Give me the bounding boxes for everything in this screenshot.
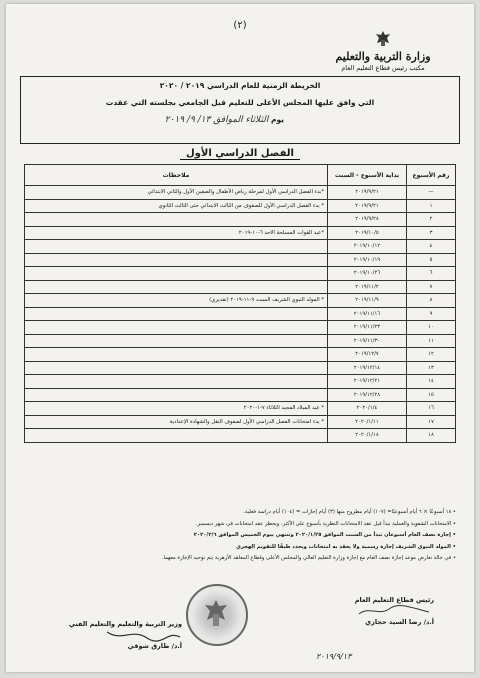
week-start-cell: ٢٠١٩/١٠/١٩ <box>328 253 407 267</box>
week-number-cell: ٢ <box>407 213 456 227</box>
note-cell: *عيد القوات المسلحة الاحد ٦-١٠-٢٠١٩ <box>25 226 328 240</box>
note-cell <box>25 348 328 362</box>
week-start-cell: ٢٠١٩/٩/٢١ <box>328 199 407 213</box>
schedule-table <box>24 164 456 443</box>
note-cell <box>25 307 328 321</box>
table-row <box>25 402 456 416</box>
week-start-cell: ٢٠٢٠/١/١٨ <box>328 429 407 443</box>
week-number-cell: ١٢ <box>407 348 456 362</box>
week-number-cell: ١٠ <box>407 321 456 335</box>
title-line-3 <box>21 115 459 125</box>
note-cell <box>25 375 328 389</box>
week-start-cell: ٢٠١٩/١١/٩ <box>328 294 407 308</box>
week-start-cell: ٢٠١٩/١١/٣٠ <box>328 334 407 348</box>
note-item: • إجازة نصف العام أسبوعان تبدأ من السبت الموافق ٢٠٢٠/١/٢٥ وتنتهي بيوم الخميس الموافق ٢٠٢٠/٢/٦ <box>193 532 456 538</box>
week-start-cell: ٢٠١٩/١٠/٢٦ <box>328 267 407 281</box>
week-number-cell: ١٧ <box>407 415 456 429</box>
minister-name: أ.د/ طارق شوقي <box>127 642 182 650</box>
title-box <box>20 76 460 144</box>
week-number-cell: ١٤ <box>407 375 456 389</box>
note-cell: * بدء امتحانات الفصل الدراسي الأول لصفوف النقل والشهادة الإعدادية <box>25 415 328 429</box>
sector-head-name: أ.د/ رضا السيد حجازي <box>365 618 434 626</box>
note-item: • ١٨ أسبوعًا × ٦ أيام أسبوعيًا= (١٠٧) أيام مطروح منها (٣) أيام إجازات = (١٠٤) أيام دراسة فعلية. <box>243 509 456 515</box>
week-number-cell: — <box>407 186 456 200</box>
header-week-number: رقم الأسبوع <box>407 165 456 186</box>
week-start-cell: ٢٠١٩/١٢/١٤ <box>328 361 407 375</box>
week-start-cell: ٢٠١٩/١٠/٥ <box>328 226 407 240</box>
week-number-cell: ١٦ <box>407 402 456 416</box>
week-number-cell: ١٨ <box>407 429 456 443</box>
table-row <box>25 429 456 443</box>
seal-eagle-icon <box>202 598 230 630</box>
note-cell: * عيد الميلاد المجيد الثلاثاء ٧-١-٢٠٢٠ <box>25 402 328 416</box>
note-cell <box>25 280 328 294</box>
week-start-cell: ٢٠١٩/١٢/٧ <box>328 348 407 362</box>
week-number-cell: ٤ <box>407 240 456 254</box>
week-number-cell: ٦ <box>407 267 456 281</box>
week-number-cell: ١٣ <box>407 361 456 375</box>
office-name: مكتب رئيس قطاع التعليم العام <box>341 64 425 72</box>
week-start-cell: ٢٠١٩/١٢/٢١ <box>328 375 407 389</box>
header-week-start: بداية الأسبوع - السبت <box>328 165 407 186</box>
week-number-cell: ١١ <box>407 334 456 348</box>
week-number-cell: ٧ <box>407 280 456 294</box>
note-item: • المولد النبوي الشريف إجازة رسمية ولا يعقد به امتحانات ويحدد طبقًا للتقويم الهجري <box>236 543 456 550</box>
week-number-cell: ٥ <box>407 253 456 267</box>
table-row <box>25 361 456 375</box>
note-cell <box>25 361 328 375</box>
signature-scribble-icon <box>102 628 182 642</box>
table-row <box>25 307 456 321</box>
week-number-cell: ٣ <box>407 226 456 240</box>
note-cell: *بدء الفصل الدراسي الأول لمرحلة رياض الأطفال والصفين الأول والثاني الابتدائي <box>25 186 328 200</box>
note-cell <box>25 213 328 227</box>
week-start-cell: ٢٠١٩/١٢/٢٨ <box>328 388 407 402</box>
note-cell <box>25 267 328 281</box>
ministry-header <box>308 28 458 72</box>
week-start-cell: ٢٠١٩/١١/٢ <box>328 280 407 294</box>
table-row <box>25 213 456 227</box>
table-row <box>25 334 456 348</box>
signature-block-minister <box>32 620 182 650</box>
title-line-1: الخريطة الزمنية للعام الدراسي ٢٠١٩ / ٢٠٢٠ <box>159 81 321 90</box>
table-row <box>25 348 456 362</box>
week-start-cell: ٢٠١٩/٩/٢٨ <box>328 213 407 227</box>
title-line-2: التي وافق عليها المجلس الأعلى للتعليم قبل الجامعي بجلسته التي عقدت <box>105 98 375 107</box>
note-cell <box>25 429 328 443</box>
table-row <box>25 267 456 281</box>
week-start-cell: ٢٠٢٠/١/١١ <box>328 415 407 429</box>
week-number-cell: ٨ <box>407 294 456 308</box>
week-number-cell: ٩ <box>407 307 456 321</box>
signature-block-sector-head <box>284 596 434 626</box>
note-item: • في حالة تعارض موعد إجازة نصف العام مع إجازة وزارة التعليم العالي والمجلس الأعلى وقطاع المعاهد الأزهرية يتم توحيد الإجازة معهما. <box>161 555 456 561</box>
week-start-cell: ٢٠١٩/١١/١٦ <box>328 307 407 321</box>
table-row <box>25 280 456 294</box>
minister-title: وزير التربية والتعليم والتعليم الفني <box>68 620 182 628</box>
semester-title: الفصل الدراسي الأول <box>6 148 474 159</box>
table-row <box>25 375 456 389</box>
notes-section <box>24 509 456 567</box>
table-header-row <box>25 165 456 186</box>
table-row <box>25 388 456 402</box>
note-cell <box>25 253 328 267</box>
note-item: • الامتحانات الشفوية والعملية تبدأ قبل عقد الامتحانات النظرية بأسبوع على الأكثر، ويحظر عقد امتحانات في شهر ديسمبر. <box>195 520 456 527</box>
week-start-cell: ٢٠١٩/١١/٢٣ <box>328 321 407 335</box>
note-cell: * المولد النبوي الشريف السبت ٩-١١-٢٠١٩ (تقديري) <box>25 294 328 308</box>
week-start-cell: ٢٠١٩/١٠/١٢ <box>328 240 407 254</box>
signature-scribble-icon <box>354 604 434 618</box>
week-start-cell: ٢٠٢٠/١/٤ <box>328 402 407 416</box>
header-notes: ملاحظات <box>25 165 328 186</box>
note-cell <box>25 240 328 254</box>
ministry-name: وزارة التربية والتعليم <box>335 50 431 63</box>
note-cell <box>25 321 328 335</box>
week-number-cell: ١٥ <box>407 388 456 402</box>
note-cell <box>25 334 328 348</box>
document-page <box>6 4 474 672</box>
week-number-cell: ١ <box>407 199 456 213</box>
table-row <box>25 253 456 267</box>
sector-head-title: رئيس قطاع التعليم العام <box>354 596 434 604</box>
table-row <box>25 415 456 429</box>
official-seal <box>186 584 248 646</box>
title-day-label: يوم <box>270 115 284 124</box>
eagle-emblem-icon <box>372 28 394 50</box>
note-cell <box>25 388 328 402</box>
table-row <box>25 199 456 213</box>
handwritten-date: الثلاثاء الموافق ١٣/ ٩/ ٢٠١٩ <box>164 115 269 125</box>
table-row <box>25 294 456 308</box>
signature-date: ٢٠١٩/٩/١٣ <box>316 652 352 661</box>
note-cell: * بدء الفصل الدراسي الأول للصفوف من الثالث الابتدائي حتى الثالث الثانوي <box>25 199 328 213</box>
page-number: (٢) <box>233 20 247 31</box>
table-row <box>25 226 456 240</box>
table-row <box>25 321 456 335</box>
table-row <box>25 186 456 200</box>
week-start-cell: ٢٠١٩/٩/٢١ <box>328 186 407 200</box>
table-row <box>25 240 456 254</box>
